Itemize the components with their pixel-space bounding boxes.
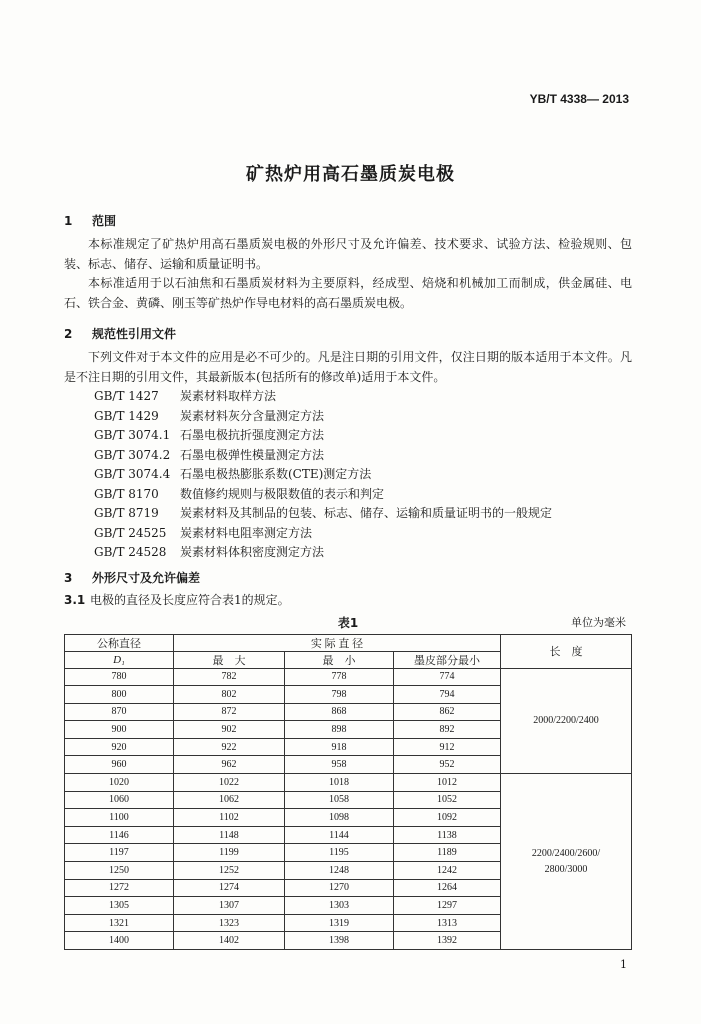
section-title: 外形尺寸及允许偏差 <box>92 570 201 585</box>
section-dimensions <box>64 569 632 951</box>
length-line: 2200/2400/2600/ <box>531 847 601 859</box>
cell-max: 872 <box>174 703 285 721</box>
length-line: 2000/2200/2400 <box>533 714 599 726</box>
section-number: 1 <box>64 214 73 228</box>
cell-min: 1195 <box>285 844 394 862</box>
cell-nominal: 870 <box>65 703 174 721</box>
section-title: 规范性引用文件 <box>92 327 177 341</box>
reference-item <box>64 485 632 505</box>
cell-max: 902 <box>174 721 285 739</box>
cell-min: 1319 <box>285 914 394 932</box>
cell-skin-min: 794 <box>394 686 501 704</box>
cell-min: 1398 <box>285 932 394 950</box>
table-unit: 单位为毫米 <box>571 615 626 629</box>
cell-skin-min: 1092 <box>394 809 501 827</box>
cell-nominal: 1146 <box>65 826 174 844</box>
reference-title: 炭素材料体积密度测定方法 <box>180 545 325 559</box>
cell-max: 1274 <box>174 879 285 897</box>
header-skin-min: 墨皮部分最小 <box>394 651 501 668</box>
header-nominal-diameter: 公称直径 <box>65 634 174 651</box>
reference-code: GB/T 24528 <box>94 545 167 559</box>
section-title: 范围 <box>92 214 117 228</box>
page-number: 1 <box>620 958 627 971</box>
reference-item <box>64 504 632 524</box>
cell-skin-min: 892 <box>394 721 501 739</box>
cell-min: 958 <box>285 756 394 774</box>
cell-max: 1062 <box>174 791 285 809</box>
reference-item <box>64 407 632 427</box>
cell-skin-min: 774 <box>394 668 501 686</box>
cell-max: 1148 <box>174 826 285 844</box>
reference-title: 石墨电极抗折强度测定方法 <box>180 428 325 442</box>
reference-item <box>64 426 632 446</box>
paragraph: 本标准适用于以石油焦和石墨质炭材料为主要原料，经成型、焙烧和机械加工而制成，供金属硅、电石、铁合金、黄磷、刚玉等矿热炉作导电材料的高石墨质炭电极。 <box>64 276 632 310</box>
cell-min: 1248 <box>285 862 394 880</box>
dimensions-table <box>64 634 632 951</box>
cell-min: 1303 <box>285 897 394 915</box>
cell-nominal: 960 <box>65 756 174 774</box>
cell-nominal: 1400 <box>65 932 174 950</box>
cell-nominal: 1305 <box>65 897 174 915</box>
subsection <box>64 590 632 610</box>
cell-nominal: 1272 <box>65 879 174 897</box>
reference-title: 炭素材料灰分含量测定方法 <box>180 408 325 423</box>
cell-nominal: 1100 <box>65 809 174 827</box>
cell-skin-min: 912 <box>394 738 501 756</box>
document-title: 矿热炉用高石墨质炭电极 <box>246 164 455 185</box>
subsection-number: 3.1 <box>64 592 86 607</box>
section-number: 2 <box>64 327 73 341</box>
cell-nominal: 900 <box>65 721 174 739</box>
reference-title: 炭素材料取样方法 <box>180 389 277 403</box>
cell-max: 1252 <box>174 862 285 880</box>
cell-max: 1402 <box>174 932 285 950</box>
section-heading <box>64 569 632 586</box>
cell-nominal: 1250 <box>65 862 174 880</box>
section-heading <box>64 325 632 342</box>
section-number: 3 <box>64 570 73 585</box>
cell-skin-min: 1138 <box>394 826 501 844</box>
cell-skin-min: 1189 <box>394 844 501 862</box>
cell-skin-min: 1392 <box>394 932 501 950</box>
cell-max: 1307 <box>174 897 285 915</box>
cell-max: 1199 <box>174 844 285 862</box>
header-nominal-symbol: D₁ <box>65 651 174 668</box>
cell-skin-min: 862 <box>394 703 501 721</box>
cell-nominal: 920 <box>65 738 174 756</box>
reference-code: GB/T 1429 <box>94 408 159 423</box>
paragraph: 下列文件对于本文件的应用是必不可少的。凡是注日期的引用文件，仅注日期的版本适用于本文件。凡是不注日期的引用文件，其最新版本(包括所有的修改单)适用于本文件。 <box>64 350 632 384</box>
cell-max: 802 <box>174 686 285 704</box>
cell-min: 1098 <box>285 809 394 827</box>
subsection-text: 电极的直径及长度应符合表1的规定。 <box>90 592 290 607</box>
reference-code: GB/T 8719 <box>94 506 159 520</box>
cell-min: 1018 <box>285 774 394 792</box>
standard-code: YB/T 4338— 2013 <box>529 92 629 106</box>
cell-length <box>501 668 632 774</box>
reference-item <box>64 446 632 466</box>
cell-min: 1144 <box>285 826 394 844</box>
cell-nominal: 780 <box>65 668 174 686</box>
reference-code: GB/T 3074.1 <box>94 428 171 442</box>
table-caption-row <box>64 614 632 634</box>
cell-min: 798 <box>285 686 394 704</box>
cell-skin-min: 952 <box>394 756 501 774</box>
cell-min: 898 <box>285 721 394 739</box>
cell-max: 1102 <box>174 809 285 827</box>
reference-title: 炭素材料及其制品的包装、标志、储存、运输和质量证明书的一般规定 <box>180 506 553 520</box>
cell-max: 962 <box>174 756 285 774</box>
table-row <box>65 668 632 686</box>
cell-skin-min: 1242 <box>394 862 501 880</box>
cell-max: 1022 <box>174 774 285 792</box>
reference-code: GB/T 1427 <box>94 389 159 403</box>
reference-title: 炭素材料电阻率测定方法 <box>180 525 313 540</box>
length-line: 2800/3000 <box>544 863 588 875</box>
header-actual-diameter: 实 际 直 径 <box>174 634 501 651</box>
cell-nominal: 800 <box>65 686 174 704</box>
reference-code: GB/T 8170 <box>94 486 159 501</box>
reference-item <box>64 387 632 407</box>
header-max: 最 大 <box>174 651 285 668</box>
cell-nominal: 1197 <box>65 844 174 862</box>
table-row <box>65 774 632 792</box>
reference-code: GB/T 24525 <box>94 525 167 540</box>
cell-length <box>501 774 632 950</box>
cell-max: 922 <box>174 738 285 756</box>
section-scope <box>64 212 632 313</box>
section-heading <box>64 212 632 229</box>
cell-nominal: 1060 <box>65 791 174 809</box>
cell-skin-min: 1052 <box>394 791 501 809</box>
reference-item <box>64 543 632 563</box>
reference-item <box>64 465 632 485</box>
cell-min: 868 <box>285 703 394 721</box>
header-length: 长 度 <box>501 634 632 668</box>
cell-max: 1323 <box>174 914 285 932</box>
cell-skin-min: 1012 <box>394 774 501 792</box>
cell-min: 918 <box>285 738 394 756</box>
header-min: 最 小 <box>285 651 394 668</box>
cell-skin-min: 1313 <box>394 914 501 932</box>
cell-nominal: 1020 <box>65 774 174 792</box>
reference-list <box>64 387 632 563</box>
reference-title: 数值修约规则与极限数值的表示和判定 <box>180 486 385 501</box>
document-body <box>64 212 632 950</box>
cell-skin-min: 1264 <box>394 879 501 897</box>
section-normative-references <box>64 325 632 563</box>
reference-title: 石墨电极热膨胀系数(CTE)测定方法 <box>180 467 372 481</box>
cell-skin-min: 1297 <box>394 897 501 915</box>
cell-min: 1270 <box>285 879 394 897</box>
table-caption: 表1 <box>337 615 359 630</box>
paragraph: 本标准规定了矿热炉用高石墨质炭电极的外形尺寸及允许偏差、技术要求、试验方法、检验规则、包装、标志、储存、运输和质量证明书。 <box>64 237 632 271</box>
reference-title: 石墨电极弹性模量测定方法 <box>180 447 325 462</box>
cell-nominal: 1321 <box>65 914 174 932</box>
cell-max: 782 <box>174 668 285 686</box>
cell-min: 778 <box>285 668 394 686</box>
reference-item <box>64 524 632 544</box>
cell-min: 1058 <box>285 791 394 809</box>
reference-code: GB/T 3074.2 <box>94 447 171 462</box>
reference-code: GB/T 3074.4 <box>94 467 171 481</box>
